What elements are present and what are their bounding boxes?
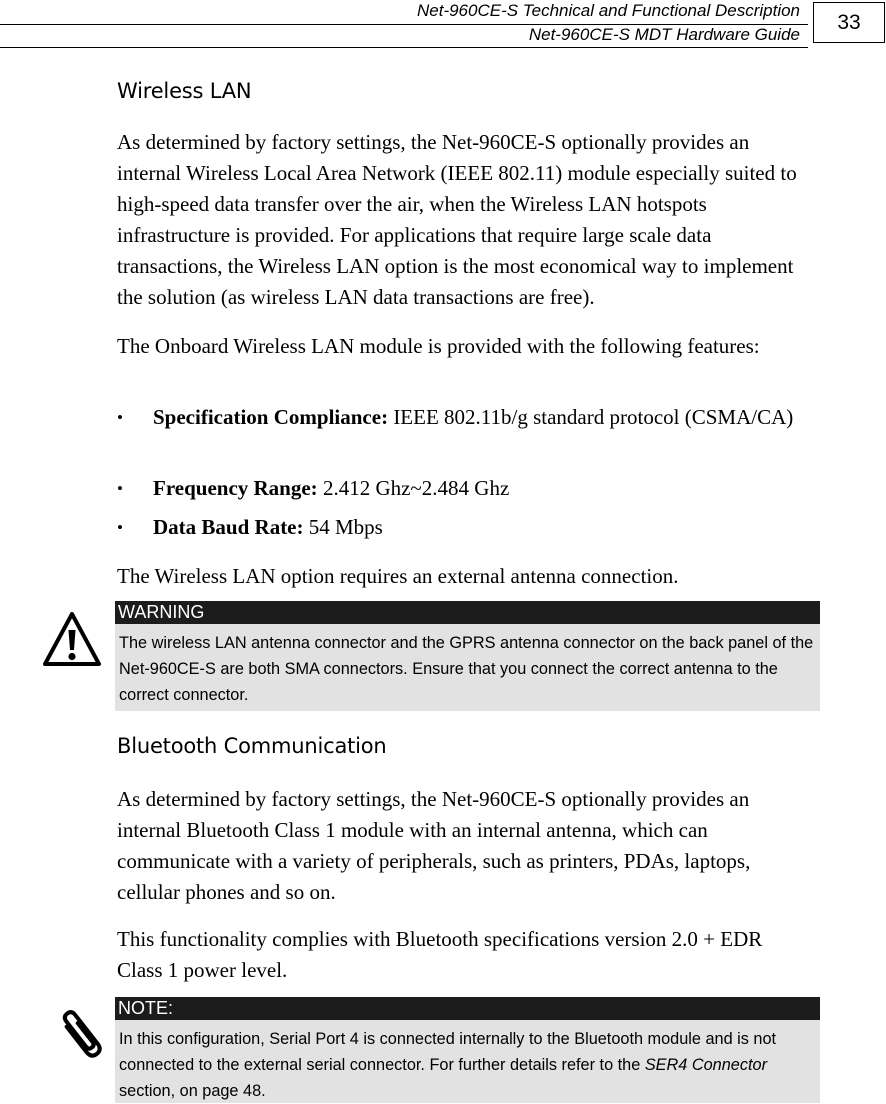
- section-heading-bluetooth: Bluetooth Communication: [117, 734, 387, 758]
- bullet-label: Data Baud Rate:: [153, 515, 304, 539]
- bullet-icon: •: [117, 408, 123, 427]
- list-item: [117, 512, 817, 543]
- bluetooth-spec-paragraph: This functionality complies with Bluetooth specifications version 2.0 + EDR Class 1 power level.: [117, 927, 763, 982]
- bullet-label: Specification Compliance:: [153, 405, 389, 429]
- warning-body: The wireless LAN antenna connector and the GPRS antenna connector on the back panel of the Net-960CE-S are both SMA connectors. Ensure that you connect the correct antenna to the correct connector.: [115, 624, 820, 711]
- header-rule-bottom: [0, 47, 808, 48]
- note-text: In this configuration, Serial Port 4 is connected internally to the Bluetooth module and is not connected to the external serial connector. For further details refer to the: [119, 1030, 777, 1074]
- note-link-ser4-connector[interactable]: SER4 Connector: [644, 1056, 767, 1074]
- note-title-bar: NOTE:: [115, 997, 820, 1020]
- bluetooth-intro-paragraph: As determined by factory settings, the Net-960CE-S optionally provides an internal Bluetooth Class 1 module with an internal antenna, which can communicate with a variety of peripherals, such as printers, PDAs, laptops, cellular phones and so on.: [117, 787, 751, 904]
- wlan-antenna-paragraph: The Wireless LAN option requires an external antenna connection.: [117, 564, 679, 588]
- bullet-icon: •: [117, 518, 123, 537]
- bullet-label: Frequency Range:: [153, 476, 318, 500]
- wlan-features-intro: The Onboard Wireless LAN module is provided with the following features:: [117, 334, 760, 358]
- note-text-end: section, on page 48.: [119, 1082, 266, 1100]
- bullet-text: 2.412 Ghz~2.484 Ghz: [317, 476, 510, 500]
- bullet-icon: •: [117, 479, 123, 498]
- wlan-intro-paragraph: As determined by factory settings, the Net-960CE-S optionally provides an internal Wireless Local Area Network (IEEE 802.11) module especially suited to high-speed data transfer over the air, when the Wireless LAN hotspots infrastructure is provided. For applications that require large scale data transactions, the Wireless LAN option is the most economical way to implement the solution (as wireless LAN data transactions are free).: [117, 130, 797, 309]
- header-subtitle: Net-960CE-S MDT Hardware Guide: [528, 25, 800, 44]
- warning-title-bar: WARNING: [115, 601, 820, 624]
- page-number: 33: [813, 2, 885, 43]
- bullet-text: 54 Mbps: [303, 515, 383, 539]
- warning-icon: [42, 610, 102, 668]
- section-heading-wireless-lan: Wireless LAN: [117, 79, 252, 103]
- list-item: [117, 473, 817, 504]
- header-title: Net-960CE-S Technical and Functional Description: [416, 1, 800, 20]
- bullet-text: IEEE 802.11b/g standard protocol (CSMA/CA): [388, 405, 794, 429]
- list-item: [117, 402, 817, 433]
- paperclip-icon: [58, 1005, 106, 1065]
- note-body: [115, 1020, 820, 1103]
